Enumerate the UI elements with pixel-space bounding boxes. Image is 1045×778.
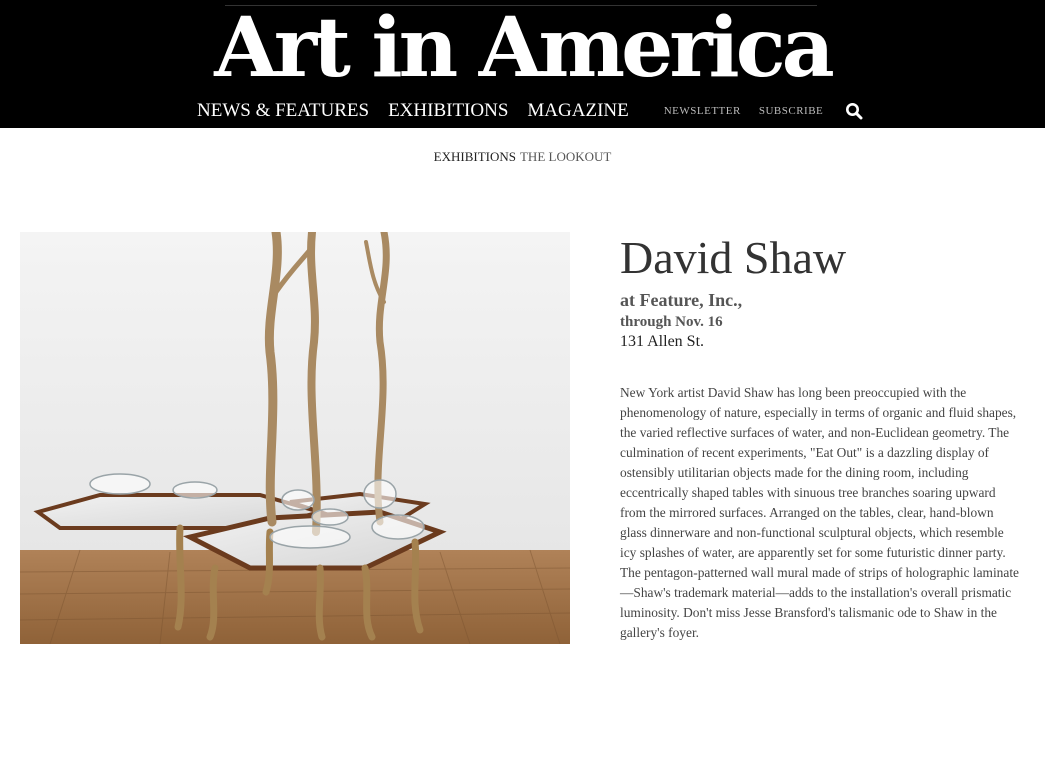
nav-exhibitions[interactable]: EXHIBITIONS xyxy=(388,100,509,121)
exhibition-dates: through Nov. 16 xyxy=(620,314,723,330)
nav-news-features[interactable]: NEWS & FEATURES xyxy=(197,100,370,121)
artwork-image xyxy=(20,232,570,644)
article xyxy=(620,232,1020,643)
search-icon[interactable] xyxy=(845,102,863,120)
nav-subscribe[interactable]: SUBSCRIBE xyxy=(758,105,824,117)
breadcrumb xyxy=(0,149,1045,165)
site-header xyxy=(0,0,1045,128)
article-body: New York artist David Shaw has long been preoccupied with the phenomenology of nature, especially in terms of organic and fluid shapes, the varied reflective surfaces of water, and non-Euclidean geometry. The culmination of recent experiments, "Eat Out" is a dazzling display of ostensibly utilitarian objects made for the dining room, including eccentrically shaped tables with sinuous tree branches soaring upward from the mirrored surfaces. Arranged on the tables, clear, hand-blown glass dinnerware and non-functional sculptural objects, which resemble icy splashes of water, are apparently set for some futuristic dinner party. The pentagon-patterned wall mural made of strips of holographic laminate—Shaw's trademark material—adds to the installation's overall prismatic luminosity. Don't miss Jesse Bransford's talismanic ode to Shaw in the gallery's foyer. xyxy=(620,385,1019,640)
main-nav xyxy=(197,100,863,122)
site-logo[interactable]: Art in America xyxy=(214,0,831,96)
nav-newsletter[interactable]: NEWSLETTER xyxy=(663,105,741,117)
venue: at Feature, Inc., xyxy=(620,290,743,310)
breadcrumb-exhibitions[interactable]: EXHIBITIONS xyxy=(433,149,516,164)
address: 131 Allen St. xyxy=(620,333,705,350)
nav-magazine[interactable]: MAGAZINE xyxy=(527,100,629,121)
artist-name: David Shaw xyxy=(620,232,847,283)
breadcrumb-the-lookout[interactable]: THE LOOKOUT xyxy=(519,149,612,164)
